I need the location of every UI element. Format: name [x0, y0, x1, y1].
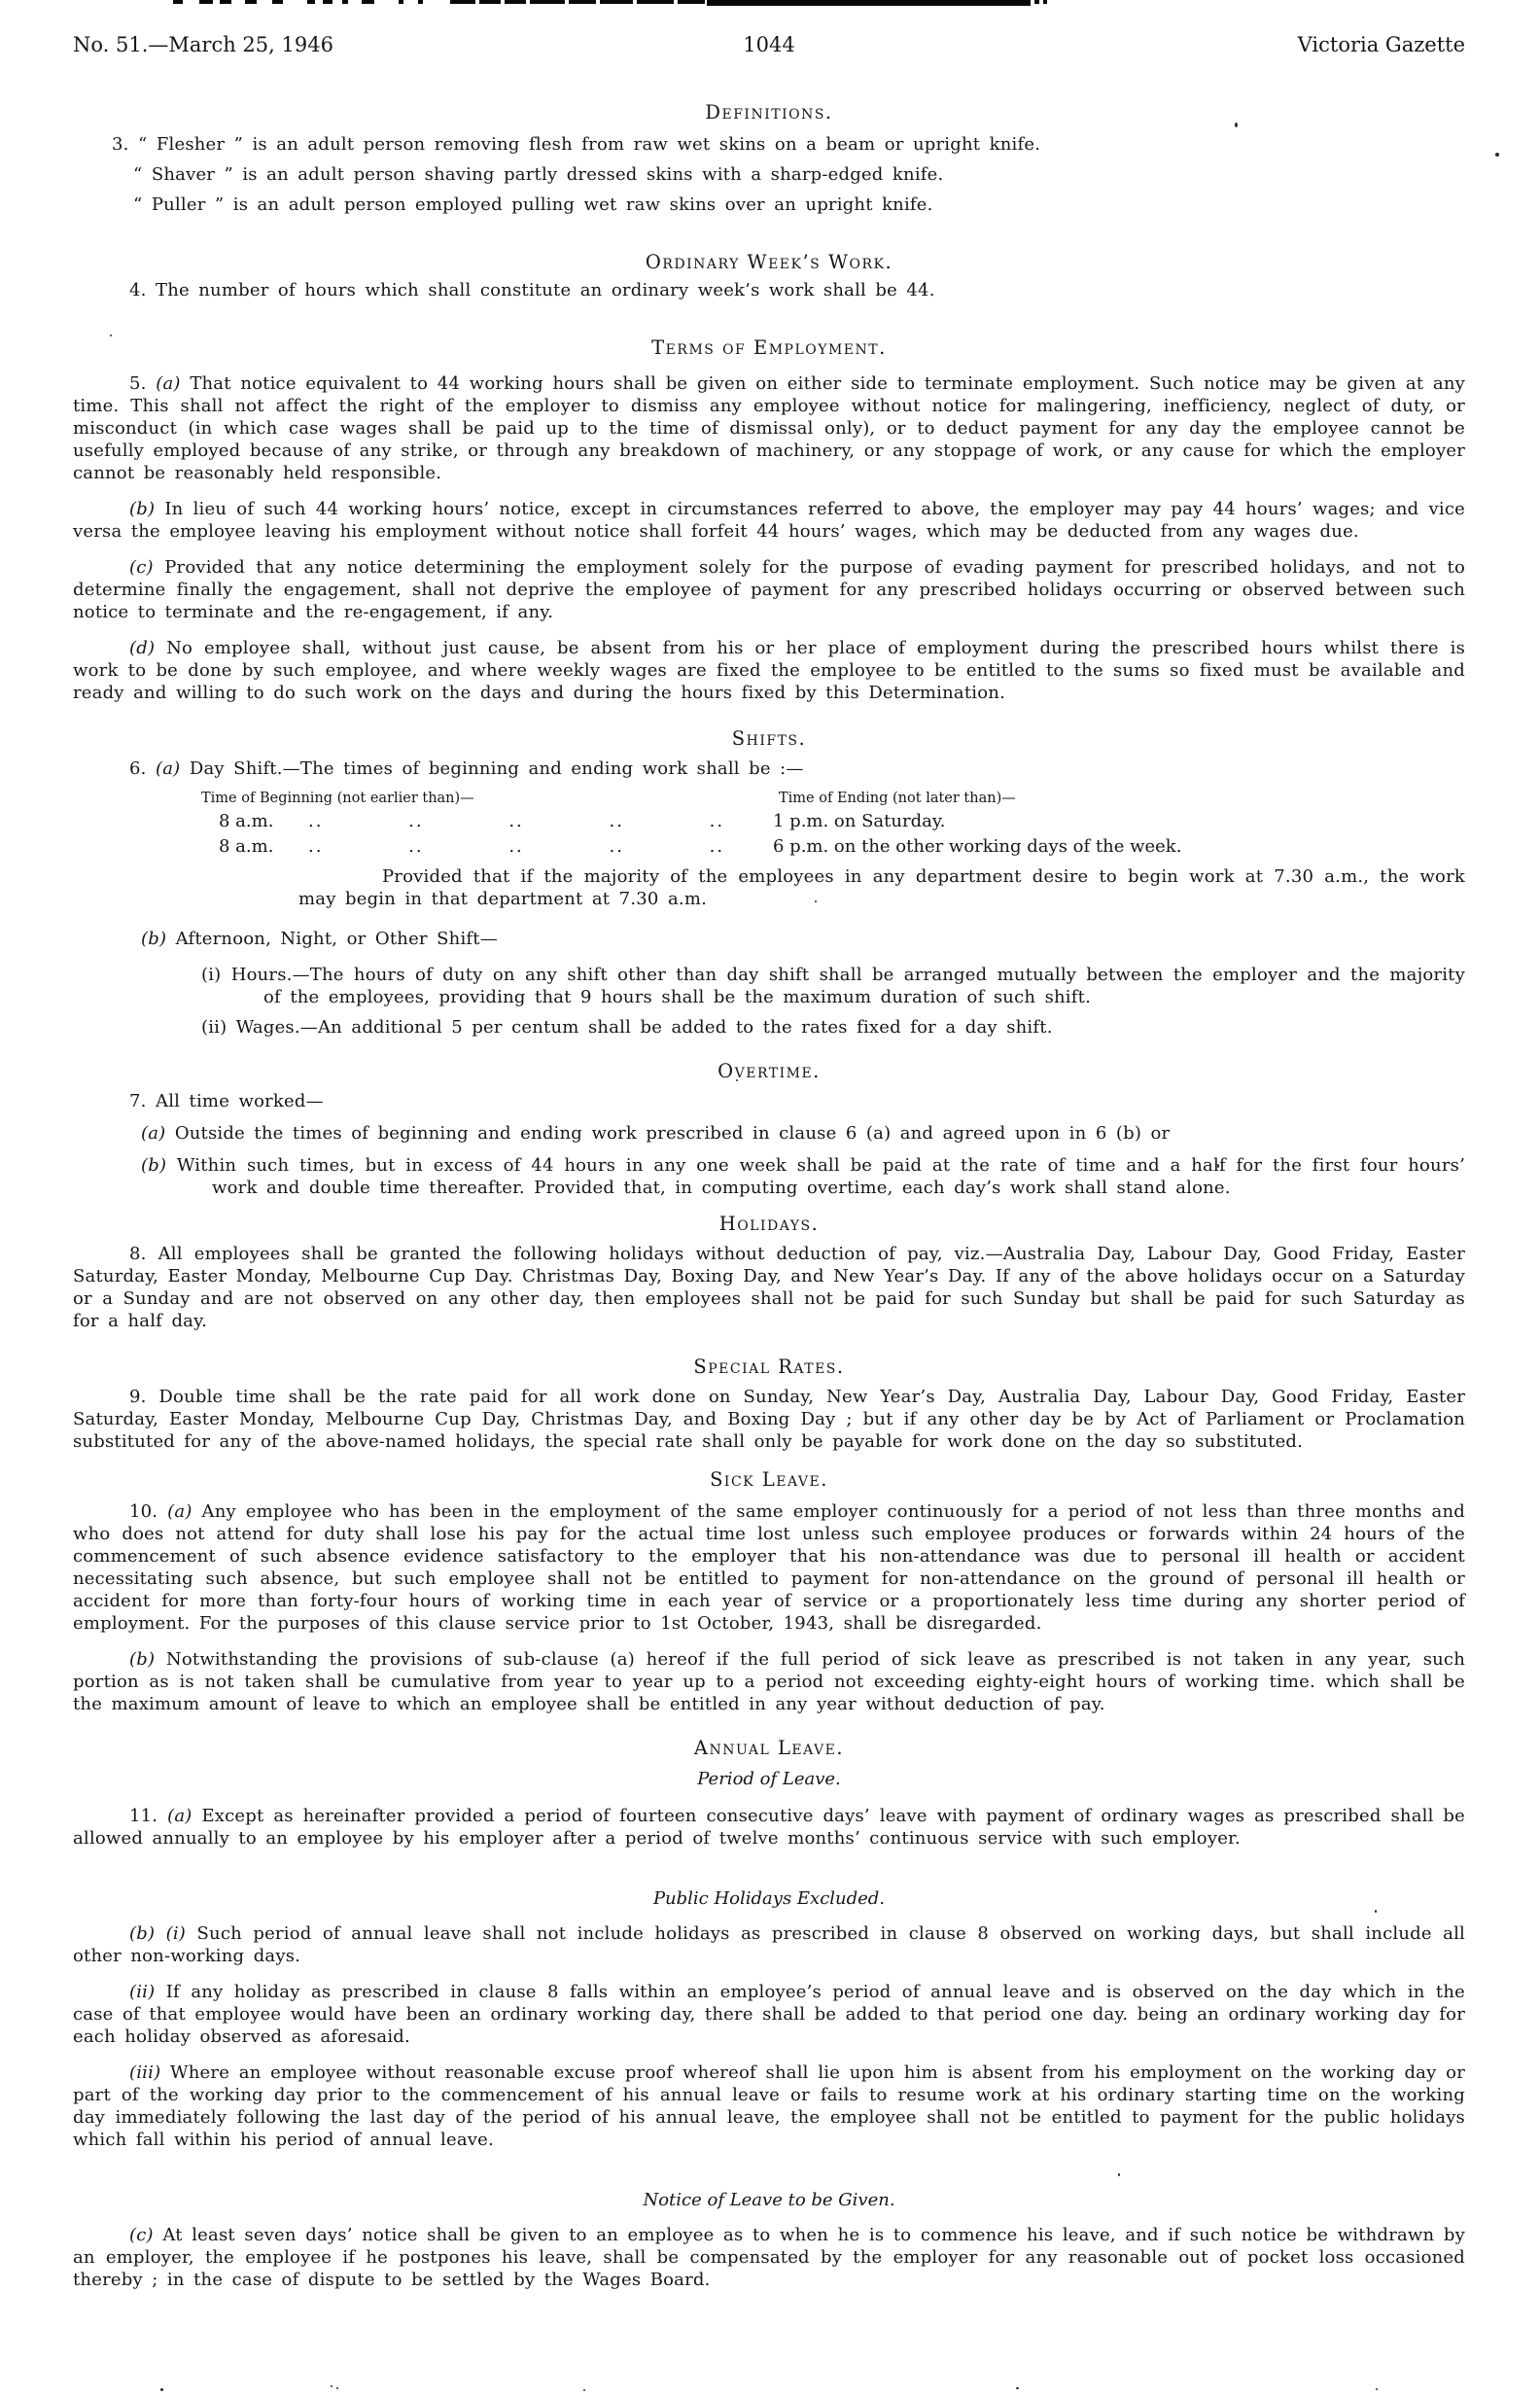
- column-header-time-of-beginning: Time of Beginning (not earlier than)—: [201, 791, 474, 806]
- clause-6a: [73, 758, 1465, 780]
- clause-number: 5.: [129, 373, 147, 394]
- clause-8: 8. All employees shall be granted the following holidays without deduction of pay, viz.—Australia Day, Labour Day, Good Friday, Easter Saturday, Easter Monday, Melbourne Cup Day. Christmas Day, Boxing Day, and New Year’s Day. If any of the above holidays occur on a Saturday or a Sunday and are not observed on any other day, then employees shall not be paid for such Sunday but shall be paid for such Saturday as for a half day.: [73, 1244, 1465, 1331]
- column-header-time-of-ending: Time of Ending (not later than)—: [779, 791, 1016, 806]
- clause-text: Provided that any notice determining the employment solely for the purpose of evading payment for prescribed holidays, and not to determine finally the engagement, shall not deprive the employee of payment for any prescribed holidays occurring or observed between such notice to terminate and the re-engagement, if any.: [73, 557, 1466, 622]
- clause-text: Within such times, but in excess of 44 hours in any one week shall be paid at the rate of time and a half for the first four hours’ work and double time thereafter. Provided that, in computing overtime, each day’s work shall stand alone.: [176, 1155, 1466, 1198]
- clause-roman: (ii): [201, 1017, 228, 1038]
- scan-speck: [160, 2388, 163, 2391]
- shift-times-table: [73, 788, 1465, 860]
- begin-time: 8 a.m.: [219, 811, 274, 831]
- begin-time: 8 a.m.: [219, 836, 274, 857]
- clause-letter: (a): [167, 1501, 192, 1522]
- scan-speck: [1016, 2387, 1019, 2389]
- clause-6b: [141, 928, 1465, 950]
- section-heading-terms-of-employment: Terms of Employment.: [651, 336, 887, 359]
- clause-7b: [141, 1154, 1466, 1199]
- page-number: 1044: [743, 33, 795, 56]
- clause-6a-proviso: Provided that if the majority of the employees in any department desire to begin work at 7.30 a.m., the work may begin in that department at 7.30 a.m.: [298, 866, 1465, 909]
- subheading-notice-of-leave: Notice of Leave to be Given.: [643, 2190, 895, 2210]
- clause-11c: [73, 2224, 1465, 2291]
- clause-text: Afternoon, Night, or Other Shift—: [175, 929, 498, 949]
- clause-letter: (a): [141, 1123, 166, 1144]
- scan-speck: [583, 2389, 585, 2391]
- clause-11a: [73, 1805, 1465, 1850]
- clause-10a: [73, 1500, 1465, 1635]
- clause-11b-i: [73, 1922, 1465, 1967]
- end-time: 6 p.m. on the other working days of the week.: [773, 836, 1182, 857]
- clause-text: Hours.—The hours of duty on any shift other than day shift shall be arranged mutually between the employer and the majority of the employees, providing that 9 hours shall be the maximum duration of such shift.: [230, 965, 1465, 1007]
- clause-number: 10.: [129, 1501, 158, 1522]
- clause-letter: (d): [129, 638, 156, 658]
- clause-roman: (ii): [129, 1982, 156, 2002]
- scan-speck: [336, 2387, 338, 2389]
- subheading-period-of-leave: Period of Leave.: [697, 1769, 841, 1789]
- clause-text: Any employee who has been in the employment of the same employer continuously for a period of not less than three months and who does not attend for duty shall lose his pay for the actual time lost unless such employee produces or forwards within 24 hours of the commencement of such absence evidence satisfactory to the employer that his non-attendance was due to personal ill health or accident necessitating such absence, but such employee shall not be entitled to payment for non-attendance on the ground of personal ill health or accident for more than forty-four hours of working time in each year of service or a proportionately less time during any shorter period of employment. For the purposes of this clause service prior to 1st October, 1943, shall be disregarded.: [73, 1501, 1465, 1634]
- dot-leader: .. .. .. .. ..: [308, 836, 725, 857]
- clause-5a: [73, 372, 1465, 484]
- table-row: [219, 834, 1465, 860]
- section-heading-annual-leave: Annual Leave.: [693, 1737, 845, 1759]
- clause-text: Except as hereinafter provided a period of fourteen consecutive days’ leave with payment of ordinary wages as prescribed shall be allowed annually to an employee by his employer after a period of twelve months’ continuous service with such employer.: [73, 1806, 1466, 1849]
- clause-text: In lieu of such 44 working hours’ notice, except in circumstances referred to above, the employer may pay 44 hours’ wages; and vice versa the employee leaving his employment without notice shall forfeit 44 hours’ wages, which may be deducted from any wages due.: [73, 499, 1466, 542]
- clause-letter: (a): [167, 1806, 192, 1826]
- clause-letter: (a): [156, 373, 181, 394]
- clause-letter: (c): [129, 2225, 154, 2245]
- clause-text: All time worked—: [156, 1091, 324, 1111]
- clause-text: No employee shall, without just cause, be absent from his or her place of employment during the prescribed hours whilst there is work to be done by such employee, and where weekly wages are fixed the employee to be entitled to the sums so fixed must be available and ready and willing to do such work on the days and during the hours fixed by this Determination.: [73, 638, 1466, 703]
- scan-speck: [331, 2385, 332, 2387]
- page-header: [73, 33, 1465, 56]
- section-heading-holidays: Holidays.: [718, 1213, 820, 1235]
- table-header-row: [201, 788, 1465, 809]
- definition-flesher: 3. “ Flesher ” is an adult person removing flesh from raw wet skins on a beam or upright knife.: [112, 134, 1041, 155]
- scan-speck: [1376, 2388, 1378, 2390]
- clause-text: Wages.—An additional 5 per centum shall be added to the rates fixed for a day shift.: [235, 1017, 1053, 1038]
- clause-text: Such period of annual leave shall not include holidays as prescribed in clause 8 observed on working days, but shall include all other non-working days.: [73, 1923, 1465, 1966]
- clause-11b-ii: [73, 1981, 1465, 2048]
- clause-number: 6.: [129, 758, 147, 779]
- clause-text: Day Shift.—The times of beginning and ending work shall be :—: [189, 758, 804, 779]
- clause-text: Outside the times of beginning and ending work prescribed in clause 6 (a) and agreed upon in 6 (b) or: [174, 1123, 1171, 1144]
- clause-10b: [73, 1648, 1465, 1715]
- end-time: 1 p.m. on Saturday.: [773, 811, 946, 831]
- clause-text: If any holiday as prescribed in clause 8 falls within an employee’s period of annual leave and is observed on the day which in the case of that employee would have been an ordinary working day, there shall be added to that period one day. being an ordinary working day for each holiday observed as aforesaid.: [73, 1982, 1465, 2047]
- clause-11b-iii: [73, 2061, 1465, 2151]
- issue-number: No. 51.—March 25, 1946: [73, 33, 333, 56]
- clause-number: 7.: [129, 1091, 147, 1111]
- clause-7: [73, 1090, 1465, 1112]
- clause-letter: (b): [141, 929, 167, 949]
- section-heading-shifts: Shifts.: [731, 727, 807, 750]
- clause-number: 11.: [129, 1806, 158, 1826]
- clause-letter: (a): [156, 758, 181, 779]
- clause-5c: [73, 556, 1465, 623]
- clause-letter: (c): [129, 557, 154, 578]
- dot-leader: .. .. .. .. ..: [308, 811, 725, 831]
- clause-4: 4. The number of hours which shall constitute an ordinary week’s work shall be 44.: [129, 280, 935, 300]
- definition-puller: “ Puller ” is an adult person employed pulling wet raw skins over an upright knife.: [133, 194, 933, 215]
- clause-7a: [141, 1122, 1465, 1145]
- clause-roman: (i): [201, 965, 222, 985]
- section-heading-definitions: Definitions.: [705, 101, 833, 123]
- clause-letter: (b): [129, 1649, 156, 1670]
- table-row: [219, 809, 1465, 834]
- gazette-title: Victoria Gazette: [1297, 33, 1466, 56]
- clause-6b-ii: [201, 1016, 1465, 1039]
- clause-5b: [73, 498, 1465, 543]
- section-heading-sick-leave: Sick Leave.: [710, 1468, 828, 1491]
- clause-text: Where an employee without reasonable excuse proof whereof shall lie upon him is absent from his employment on the working day or part of the working day prior to the commencement of his annual leave or fails to resume work at his ordinary starting time on the working day immediately following the last day of the period of his annual leave, the employee shall not be entitled to payment for the public holidays which fall within his period of annual leave.: [73, 2062, 1466, 2150]
- clause-5d: [73, 637, 1465, 704]
- clause-letter: (b): [141, 1155, 167, 1176]
- clause-roman: (iii): [129, 2062, 161, 2083]
- clause-letter: (b): [129, 499, 156, 519]
- subheading-public-holidays-excluded: Public Holidays Excluded.: [652, 1888, 886, 1909]
- clause-9: 9. Double time shall be the rate paid for all work done on Sunday, New Year’s Day, Australia Day, Labour Day, Good Friday, Easter Saturday, Easter Monday, Melbourne Cup Day, Christmas Day, and Boxing Day ; but if any other day be by Act of Parliament or Proclamation substituted for any of the above-named holidays, the special rate shall only be payable for work done on the day so substituted.: [73, 1387, 1465, 1452]
- section-heading-ordinary-weeks-work: Ordinary Week’s Work.: [645, 251, 893, 273]
- clause-text: Notwithstanding the provisions of sub-clause (a) hereof if the full period of sick leave as prescribed is not taken in any year, such portion as is not taken shall be cumulative from year to year up to a period not exceeding eighty-eight hours of working time. which shall be the maximum amount of leave to which an employee shall be entitled in any year without deduction of pay.: [73, 1649, 1466, 1714]
- clause-6b-i: [201, 964, 1465, 1008]
- clause-text: At least seven days’ notice shall be given to an employee as to when he is to commence his leave, and if such notice be withdrawn by an employer, the employee if he postpones his leave, shall be compensated by the employer for any reasonable out of pocket loss occasioned thereby ; in the case of dispute to be settled by the Wages Board.: [73, 2225, 1465, 2290]
- scan-speck: [1495, 153, 1499, 157]
- clause-letter: (b) (i): [129, 1923, 187, 1944]
- section-heading-overtime: Overtime.: [718, 1060, 821, 1082]
- clause-text: That notice equivalent to 44 working hours shall be given on either side to terminate employment. Such notice may be given at any time. This shall not affect the right of the employer to dismiss any employee without notice for malingering, inefficiency, neglect of duty, or misconduct (in which case wages shall be paid up to the time of dismissal only), or to deduct payment for any day the employee cannot be usefully employed because of any strike, or through any breakdown of machinery, or any stoppage of work, or any cause for which the employer cannot be reasonably held responsible.: [73, 373, 1466, 483]
- section-heading-special-rates: Special Rates.: [693, 1356, 845, 1378]
- definition-shaver: “ Shaver ” is an adult person shaving partly dressed skins with a sharp-edged knife.: [133, 164, 944, 185]
